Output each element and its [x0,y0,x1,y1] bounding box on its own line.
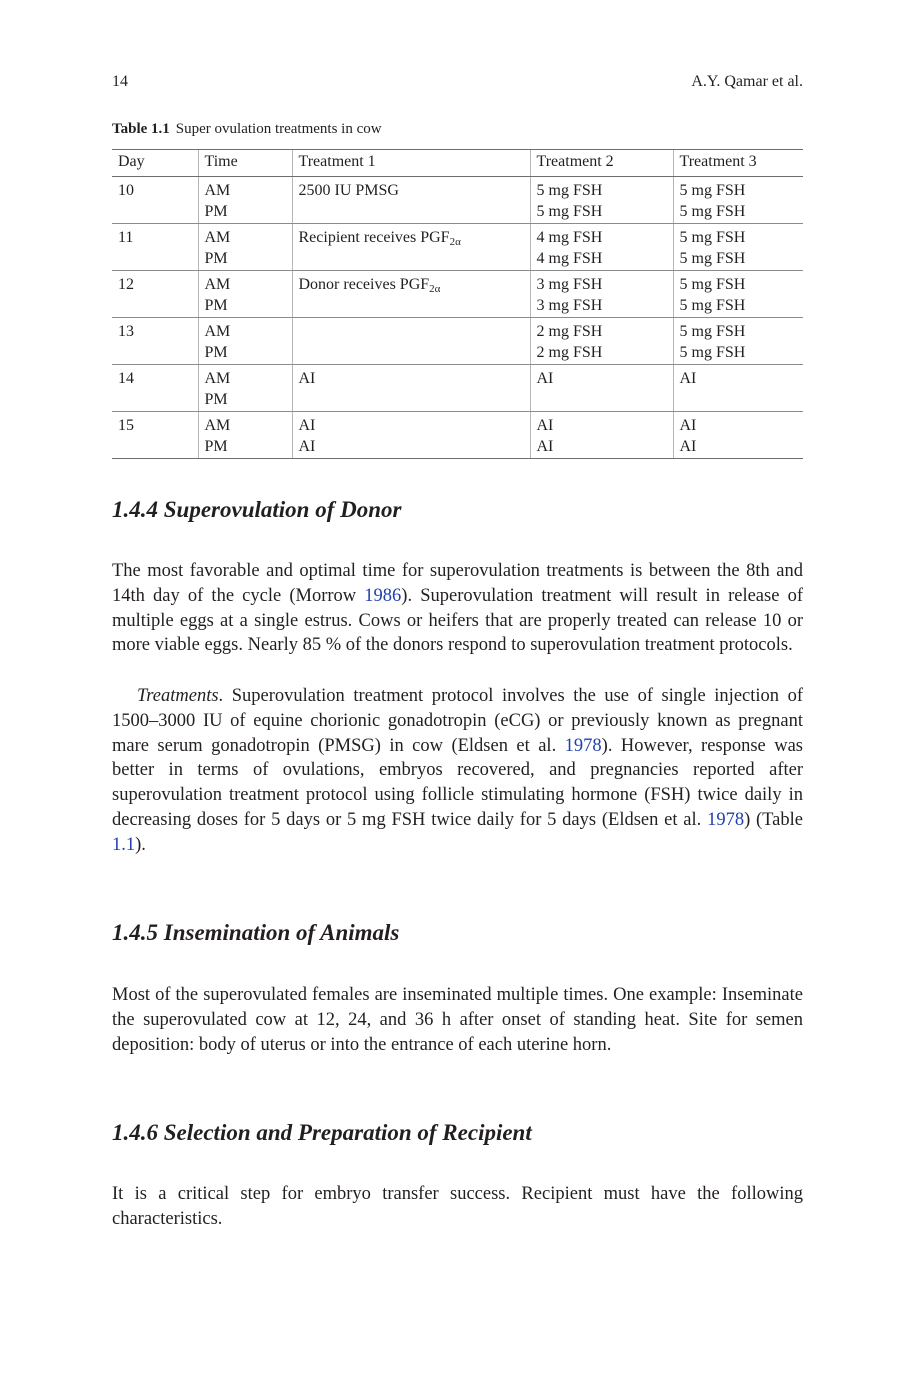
table-header-row [112,150,803,177]
cell-treatment-2: 3 mg FSH 3 mg FSH [530,271,673,318]
cell-treatment-2: 2 mg FSH 2 mg FSH [530,318,673,365]
running-head [112,73,803,95]
table-row [112,365,803,412]
cell-treatment-3: 5 mg FSH 5 mg FSH [673,224,803,271]
cell-treatment-2: 4 mg FSH 4 mg FSH [530,224,673,271]
cell-treatment-3: AI AI [673,412,803,459]
cell-time: AM PM [198,177,292,224]
col-header-treatment-1: Treatment 1 [292,150,530,177]
citation-link-eldsen-1[interactable]: 1978 [564,735,602,756]
table-reference-link[interactable]: 1.1 [112,834,136,855]
cell-treatment-1: Donor receives $PGF_{2\alpha}$ [292,271,530,318]
paragraph-superovulation-timing: The most favorable and optimal time for superovulation treatments is between the 8th and 14th day of the cycle (Morrow 1986). Superovulation treatment will result in release of multiple eggs at a single estrus. Cows or heifers that are properly treated can release 10 or more viable eggs. Nearly 85 % of the donors respond to superovulation treatment protocols. [112,561,803,656]
section-heading-1-4-5: 1.4.5 Insemination of Animals [112,920,400,945]
paragraph-treatments: Treatments. Superovulation treatment protocol involves the use of single injection of 1500–3000 IU of equine chorionic gonadotropin (eCG) or previously known as pregnant mare serum gonadotropin (PMSG) in cow (Eldsen et al. 1978). However, response was better in terms of ovulations, embryos recovered, and pregnancies reported after superovulation treatment protocol using follicle stimulating hormone (FSH) twice daily in decreasing doses for 5 days or 5 mg FSH twice daily for 5 days (Eldsen et al. 1978) (Table 1.1). [112,686,803,855]
col-header-treatment-3: Treatment 3 [673,150,803,177]
running-head-authors: A.Y. Qamar et al. [691,73,803,90]
cell-day: 13 [112,318,198,365]
cell-treatment-2: AI AI [530,412,673,459]
section-heading-1-4-4: 1.4.4 Superovulation of Donor [112,497,402,522]
cell-time: AM PM [198,271,292,318]
paragraph-insemination: Most of the superovulated females are inseminated multiple times. One example: Inseminate the superovulated cow at 12, 24, and 36 h after onset of standing heat. Site for semen deposition: body of uterus or into the entrance of each uterine horn. [112,985,803,1055]
cell-treatment-1: AI AI [292,412,530,459]
cell-day: 15 [112,412,198,459]
table-row [112,177,803,224]
col-header-treatment-2: Treatment 2 [530,150,673,177]
col-header-day: Day [112,150,198,177]
cell-day: 12 [112,271,198,318]
citation-link-morrow[interactable]: 1986 [364,585,402,606]
cell-treatment-1: 2500 IU PMSG [292,177,530,224]
table-row [112,412,803,459]
page-number: 14 [112,73,128,90]
cell-treatment-2: 5 mg FSH 5 mg FSH [530,177,673,224]
cell-day: 14 [112,365,198,412]
superovulation-table [112,149,803,459]
cell-time: AM PM [198,412,292,459]
table-row [112,224,803,271]
table-label: Table 1.1 [112,121,170,137]
cell-treatment-1: Recipient receives $PGF_{2\alpha}$ [292,224,530,271]
cell-day: 10 [112,177,198,224]
cell-treatment-3: AI [673,365,803,412]
cell-time: AM PM [198,318,292,365]
cell-time: AM PM [198,365,292,412]
table-row [112,318,803,365]
col-header-time: Time [198,150,292,177]
cell-treatment-1: AI [292,365,530,412]
table-caption-text: Super ovulation treatments in cow [175,121,382,137]
cell-time: AM PM [198,224,292,271]
citation-link-eldsen-2[interactable]: 1978 [707,809,745,830]
table-row [112,271,803,318]
cell-treatment-3: 5 mg FSH 5 mg FSH [673,271,803,318]
section-heading-1-4-6: 1.4.6 Selection and Preparation of Recipient [112,1120,532,1145]
cell-treatment-3: 5 mg FSH 5 mg FSH [673,318,803,365]
cell-day: 11 [112,224,198,271]
table-caption [112,121,382,138]
cell-treatment-3: 5 mg FSH 5 mg FSH [673,177,803,224]
cell-treatment-1 [292,318,530,365]
run-in-heading-treatments: Treatments [137,686,219,706]
cell-treatment-2: AI [530,365,673,412]
paragraph-recipient: It is a critical step for embryo transfer success. Recipient must have the following characteristics. [112,1184,803,1229]
